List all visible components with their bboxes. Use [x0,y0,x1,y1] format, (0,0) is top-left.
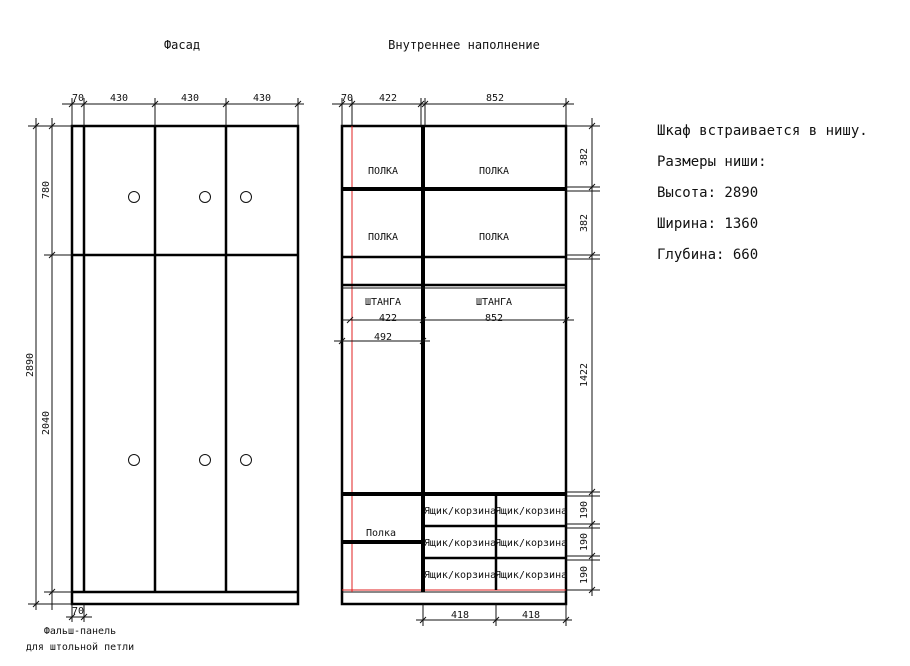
drawer-label: Ящик/корзина [423,506,497,517]
shelf-label: ПОЛКА [478,232,510,243]
dim-label: 190 [579,532,590,552]
dim-label: 430 [180,93,200,104]
drawer-label: Ящик/корзина [423,538,497,549]
handle-icon [200,455,211,466]
interior-right-dimensions [566,118,600,596]
false-panel-caption: для штольной петли [25,642,135,653]
facade-frame [72,126,298,604]
niche-notes [657,123,868,263]
dim-label: 70 [71,93,85,104]
dim-label: 418 [521,610,541,621]
drawer-label: Ящик/корзина [494,506,568,517]
dim-label: 430 [109,93,129,104]
note-line: Размеры ниши: [657,154,767,170]
handle-icon [200,192,211,203]
facade-view [25,93,304,653]
dim-label: 2040 [41,410,52,436]
facade-top-dimensions [62,93,304,126]
handle-icon [129,192,140,203]
dim-label: 2890 [25,352,36,378]
dim-label: 852 [485,93,505,104]
drawer-label: Ящик/корзина [494,570,568,581]
dim-label: 422 [378,93,398,104]
dim-label: 492 [373,332,393,343]
rod-dimensions [334,313,574,344]
dim-label: 1422 [579,362,590,388]
rod-label: ШТАНГА [475,297,513,308]
handle-icon [129,455,140,466]
shelf-label: ПОЛКА [478,166,510,177]
lower-shelf-label: Полка [365,528,397,539]
dim-label: 780 [41,180,52,200]
dim-label: 382 [579,213,590,233]
dim-label: 70 [71,606,85,617]
facade-left-dimensions [25,118,72,610]
dim-label: 430 [252,93,272,104]
facade-title: Фасад [163,38,201,52]
interior-bottom-dimensions [416,604,572,626]
dim-label: 422 [378,313,398,324]
dim-label: 852 [484,313,504,324]
interior-top-dimensions [332,93,574,126]
note-line: Ширина: 1360 [657,216,759,232]
dim-label: 190 [579,565,590,585]
note-line: Глубина: 660 [657,247,759,263]
shelf-label: ПОЛКА [367,166,399,177]
note-line: Шкаф встраивается в нишу. [657,123,868,139]
dim-label: 70 [340,93,354,104]
false-panel-caption: Фальш-панель [43,626,117,637]
interior-title: Внутреннее наполнение [388,38,540,52]
shelf-label: ПОЛКА [367,232,399,243]
rod-label: ШТАНГА [364,297,402,308]
dim-label: 382 [579,147,590,167]
dim-label: 418 [450,610,470,621]
note-line: Высота: 2890 [657,185,759,201]
handle-icon [241,455,252,466]
drawer-label: Ящик/корзина [494,538,568,549]
dim-label: 190 [579,500,590,520]
facade-bottom-dimension [66,604,92,622]
interior-view [332,93,600,626]
drawer-label: Ящик/корзина [423,570,497,581]
handle-icon [241,192,252,203]
